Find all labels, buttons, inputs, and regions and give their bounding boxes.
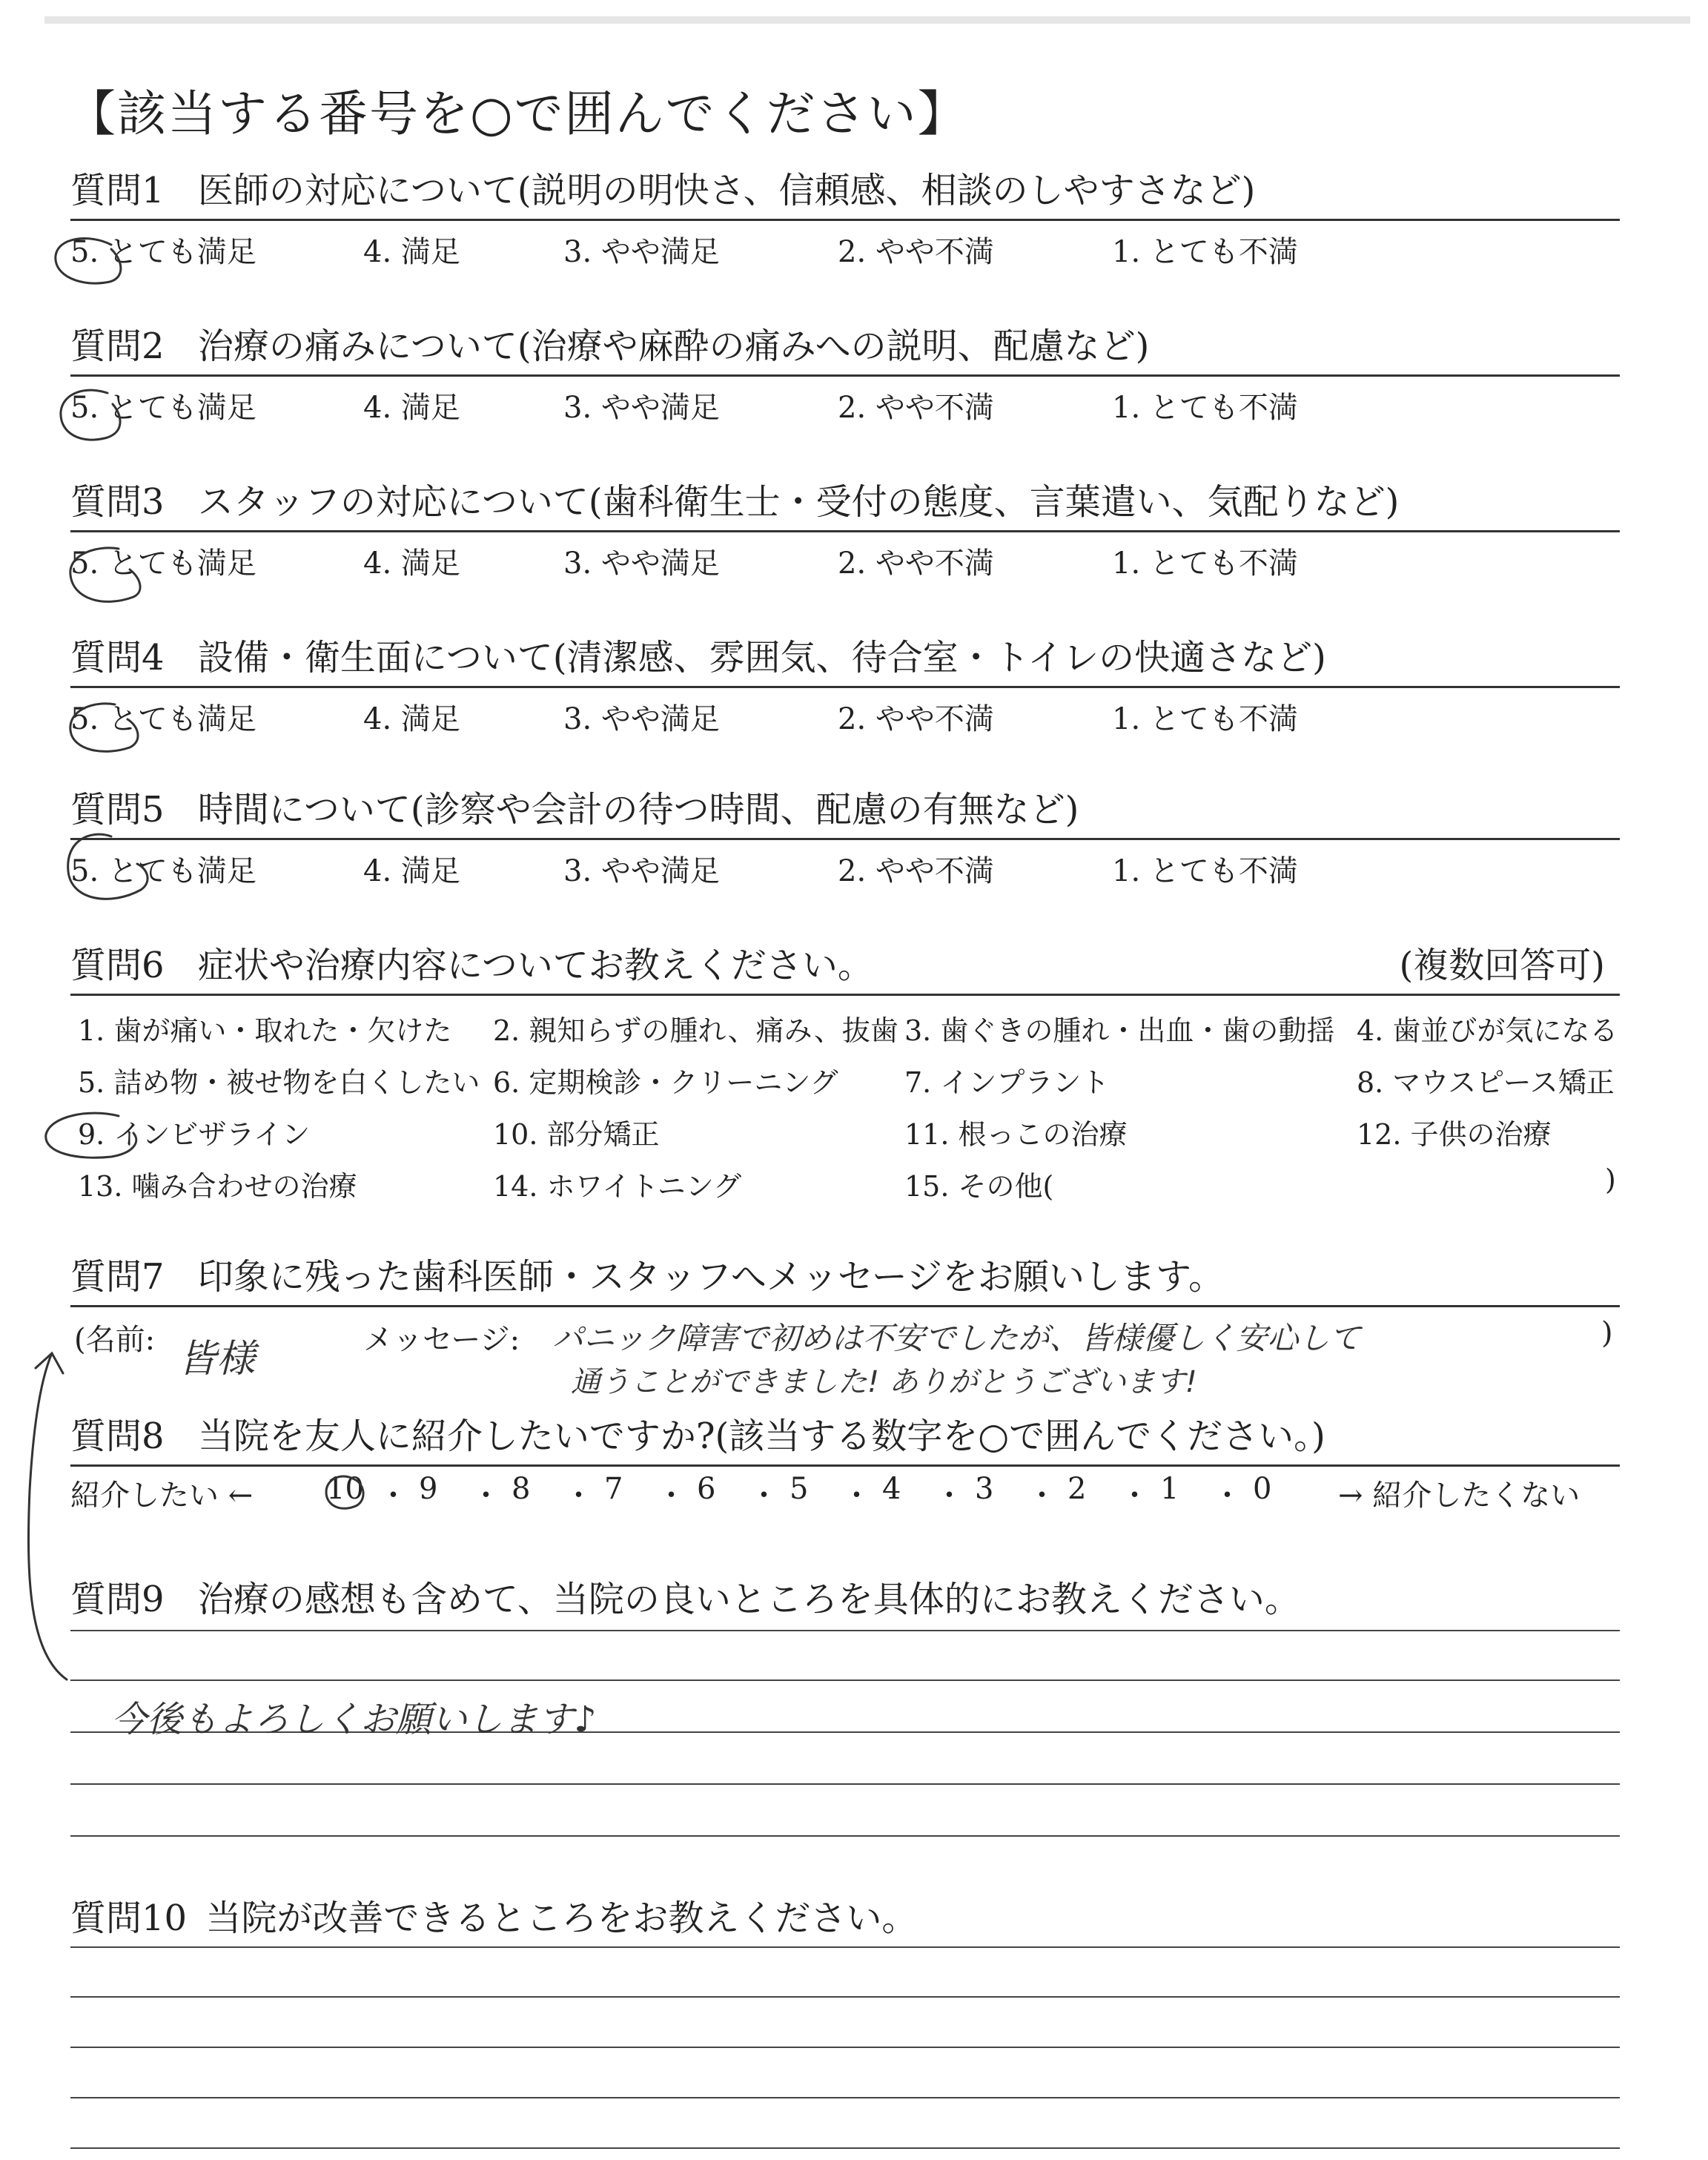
option-1[interactable]: 1. とても不満 — [1112, 854, 1298, 888]
question-label: 質問2 — [70, 326, 165, 367]
name-handwriting: 皆様 — [178, 1337, 256, 1381]
scan-edge — [44, 16, 1690, 24]
answer-line — [70, 1996, 1620, 1998]
option-4[interactable]: 4. 満足 — [363, 702, 460, 736]
question-text: 医師の対応について(説明の明快さ、信頼感、相談のしやすさなど) — [197, 170, 1256, 211]
referral-score-7[interactable]: 7 — [604, 1472, 623, 1506]
option-3[interactable]: 3. やや満足 — [563, 854, 720, 888]
scale-separator: ・ — [841, 1479, 872, 1513]
option-4[interactable]: 4. 満足 — [363, 235, 460, 269]
question-label: 質問8 — [70, 1416, 165, 1457]
divider — [70, 1305, 1620, 1307]
scale-separator: ・ — [934, 1479, 964, 1513]
option-5[interactable]: 5. とても満足 — [70, 235, 256, 269]
rating-options — [70, 377, 1620, 425]
symptom-item-12[interactable]: 12. 子供の治療 — [1357, 1118, 1552, 1151]
answer-line — [70, 2047, 1620, 2048]
answer-line — [70, 1946, 1620, 1948]
symptom-item-5[interactable]: 5. 詰め物・被せ物を白くしたい — [78, 1066, 480, 1099]
answer-line — [70, 1835, 1620, 1837]
guide-arrow-line — [28, 1353, 67, 1680]
question-label: 質問6 — [70, 945, 165, 986]
referral-score-3[interactable]: 3 — [975, 1472, 994, 1506]
referral-score-1[interactable]: 1 — [1160, 1472, 1179, 1506]
option-5[interactable]: 5. とても満足 — [70, 546, 256, 581]
option-2[interactable]: 2. やや不満 — [838, 235, 994, 269]
divider — [70, 1464, 1620, 1467]
question-text: 当院が改善できるところをお教えください。 — [205, 1898, 918, 1939]
message-label: メッセージ: — [363, 1323, 520, 1357]
option-2[interactable]: 2. やや不満 — [838, 546, 994, 581]
referral-right-label: → 紹介したくない — [1338, 1479, 1580, 1513]
referral-score-6[interactable]: 6 — [697, 1472, 716, 1506]
question-text: 当院を友人に紹介したいですか?(該当する数字を○で囲んでください。) — [197, 1416, 1325, 1457]
symptom-item-8[interactable]: 8. マウスピース矯正 — [1357, 1066, 1615, 1099]
rating-options — [70, 532, 1620, 581]
symptom-item-7[interactable]: 7. インプラント — [904, 1066, 1110, 1099]
referral-score-4[interactable]: 4 — [882, 1472, 901, 1506]
option-3[interactable]: 3. やや満足 — [563, 702, 720, 736]
scale-separator: ・ — [1027, 1479, 1057, 1513]
question-9 — [70, 1576, 1620, 1623]
question-4 — [70, 634, 1620, 736]
multiple-answers-note: (複数回答可) — [1399, 945, 1605, 986]
referral-score-5[interactable]: 5 — [790, 1472, 809, 1506]
message-handwriting-line1: パニック障害で初めは不安でしたが、皆様優しく安心して — [552, 1320, 1361, 1356]
scale-separator: ・ — [749, 1479, 779, 1513]
question-text: 設備・衛生面について(清潔感、雰囲気、待合室・トイレの快適さなど) — [197, 637, 1326, 678]
question-label: 質問1 — [70, 170, 165, 211]
referral-left-label: 紹介したい ← — [70, 1479, 254, 1513]
question-text: スタッフの対応について(歯科衛生士・受付の態度、言葉遣い、気配りなど) — [197, 481, 1400, 523]
q9-answer-handwriting: 今後もよろしくお願いします♪ — [111, 1699, 597, 1740]
rating-options — [70, 688, 1620, 736]
symptom-item-6[interactable]: 6. 定期検診・クリーニング — [493, 1066, 838, 1099]
question-10 — [70, 1895, 1620, 1942]
option-2[interactable]: 2. やや不満 — [838, 391, 994, 425]
symptom-item-1[interactable]: 1. 歯が痛い・取れた・欠けた — [78, 1014, 452, 1047]
scale-separator: ・ — [471, 1479, 501, 1513]
symptom-item-2[interactable]: 2. 親知らずの腫れ、痛み、抜歯 — [493, 1014, 898, 1047]
question-3 — [70, 478, 1620, 581]
option-2[interactable]: 2. やや不満 — [838, 854, 994, 888]
option-1[interactable]: 1. とても不満 — [1112, 702, 1298, 736]
symptom-checklist — [70, 996, 1620, 1211]
guide-arrow-head — [36, 1353, 63, 1373]
question-text: 印象に残った歯科医師・スタッフへメッセージをお願いします。 — [197, 1256, 1225, 1298]
option-1[interactable]: 1. とても不満 — [1112, 546, 1298, 581]
answer-line — [70, 2097, 1620, 2098]
option-3[interactable]: 3. やや満足 — [563, 546, 720, 581]
question-6 — [70, 942, 1620, 1211]
symptom-item-4[interactable]: 4. 歯並びが気になる — [1357, 1014, 1618, 1047]
message-close-paren: ) — [1601, 1316, 1613, 1350]
answer-line — [70, 1783, 1620, 1785]
rating-options — [70, 221, 1620, 269]
option-1[interactable]: 1. とても不満 — [1112, 391, 1298, 425]
scale-separator: ・ — [563, 1479, 594, 1513]
other-close-paren: ) — [1605, 1163, 1616, 1196]
option-1[interactable]: 1. とても不満 — [1112, 235, 1298, 269]
symptom-item-13[interactable]: 13. 噛み合わせの治療 — [78, 1170, 357, 1203]
symptom-item-3[interactable]: 3. 歯ぐきの腫れ・出血・歯の動揺 — [904, 1014, 1335, 1047]
option-3[interactable]: 3. やや満足 — [563, 235, 720, 269]
referral-score-8[interactable]: 8 — [512, 1472, 531, 1506]
scale-separator: ・ — [378, 1479, 408, 1513]
option-5[interactable]: 5. とても満足 — [70, 702, 256, 736]
question-1 — [70, 167, 1620, 269]
answer-line — [70, 1680, 1620, 1681]
option-5[interactable]: 5. とても満足 — [70, 391, 256, 425]
question-label: 質問5 — [70, 789, 165, 830]
option-5[interactable]: 5. とても満足 — [70, 854, 256, 888]
message-handwriting-line2: 通うことができました! ありがとうございます! — [571, 1365, 1197, 1399]
option-4[interactable]: 4. 満足 — [363, 546, 460, 581]
question-label: 質問9 — [70, 1579, 165, 1620]
question-text: 症状や治療内容についてお教えください。 — [197, 945, 873, 986]
question-5 — [70, 786, 1620, 888]
symptom-item-9[interactable]: 9. インビザライン — [78, 1118, 311, 1151]
rating-options — [70, 840, 1620, 888]
scale-separator: ・ — [1119, 1479, 1150, 1513]
option-4[interactable]: 4. 満足 — [363, 391, 460, 425]
answer-line — [70, 2147, 1620, 2149]
question-8 — [70, 1413, 1620, 1467]
answer-line — [70, 1630, 1620, 1631]
page-title: 【該当する番号を○で囲んでください】 — [67, 85, 968, 142]
name-label: (名前: — [74, 1323, 156, 1357]
referral-score-9[interactable]: 9 — [419, 1472, 438, 1506]
question-label: 質問3 — [70, 481, 165, 523]
option-3[interactable]: 3. やや満足 — [563, 391, 720, 425]
symptom-item-10[interactable]: 10. 部分矯正 — [493, 1118, 660, 1151]
scale-separator: ・ — [656, 1479, 686, 1513]
scale-separator: ・ — [1212, 1479, 1242, 1513]
question-label: 質問10 — [70, 1898, 188, 1939]
symptom-item-15[interactable]: 15. その他( — [904, 1170, 1054, 1203]
question-text: 時間について(診察や会計の待つ時間、配慮の有無など) — [197, 789, 1079, 830]
question-label: 質問4 — [70, 637, 165, 678]
question-text: 治療の痛みについて(治療や麻酔の痛みへの説明、配慮など) — [197, 326, 1150, 367]
referral-score-10[interactable]: 10 — [326, 1472, 364, 1506]
question-2 — [70, 323, 1620, 425]
option-4[interactable]: 4. 満足 — [363, 854, 460, 888]
symptom-item-14[interactable]: 14. ホワイトニング — [493, 1170, 742, 1203]
question-text: 治療の感想も含めて、当院の良いところを具体的にお教えください。 — [197, 1579, 1300, 1620]
question-7 — [70, 1253, 1620, 1307]
referral-score-0[interactable]: 0 — [1253, 1472, 1272, 1506]
symptom-item-11[interactable]: 11. 根っこの治療 — [904, 1118, 1128, 1151]
question-label: 質問7 — [70, 1256, 165, 1298]
referral-score-2[interactable]: 2 — [1068, 1472, 1087, 1506]
option-2[interactable]: 2. やや不満 — [838, 702, 994, 736]
